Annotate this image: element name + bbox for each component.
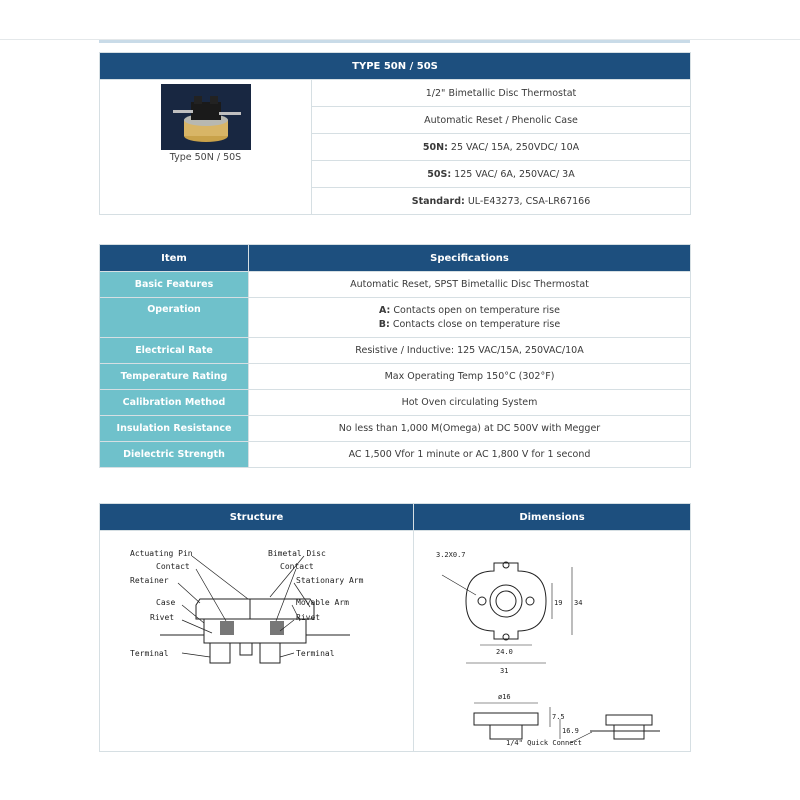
- product-row-reset: [312, 107, 691, 134]
- item-column-header: Item: [100, 245, 249, 272]
- operation-a-value: Contacts open on temperature rise: [390, 305, 560, 316]
- product-row-label: Standard:: [411, 195, 465, 207]
- table-row: [100, 416, 691, 442]
- label-movable-arm: Movable Arm: [296, 598, 349, 607]
- product-photo: [161, 84, 251, 150]
- product-table-header: TYPE 50N / 50S: [100, 53, 691, 80]
- product-image-caption: Type 50N / 50S: [169, 152, 242, 163]
- label-actuating-pin: Actuating Pin: [130, 549, 193, 558]
- product-row-value: 25 VAC/ 15A, 250VDC/ 10A: [447, 141, 580, 153]
- product-row-50n: [312, 134, 691, 161]
- dim-19: 19: [554, 599, 563, 607]
- structure-drawing-cell: [100, 531, 414, 752]
- temperature-rating-value: Max Operating Temp 150°C (302°F): [249, 364, 691, 390]
- label-terminal-left: Terminal: [130, 649, 169, 658]
- label-contact-left: Contact: [156, 562, 190, 571]
- temperature-rating-label: Temperature Rating: [100, 364, 249, 390]
- product-row-value: 125 VAC/ 6A, 250VAC/ 3A: [451, 168, 575, 180]
- dimensions-diagram: [414, 531, 691, 747]
- label-contact-right: Contact: [280, 562, 314, 571]
- label-rivet-left: Rivet: [150, 613, 175, 622]
- insulation-resistance-value: No less than 1,000 M(Omega) at DC 500V with Megger: [249, 416, 691, 442]
- dim-hole: 3.2X0.7: [436, 551, 466, 559]
- product-row-value: 1/2" Bimetallic Disc Thermostat: [425, 87, 577, 99]
- dim-phi16: ø16: [498, 693, 511, 701]
- side-view-right-base: [614, 725, 644, 739]
- specifications-table: [99, 244, 691, 468]
- content-top-accent: [99, 40, 690, 43]
- mount-hole-left: [478, 597, 486, 605]
- structure-diagram: [100, 531, 414, 747]
- table-row: [100, 298, 691, 338]
- terminal-left-shape: [210, 643, 230, 663]
- product-row-standard: [312, 188, 691, 215]
- electrical-rate-label: Electrical Rate: [100, 338, 249, 364]
- operation-b-label: B:: [378, 319, 390, 330]
- electrical-rate-value: Resistive / Inductive: 125 VAC/15A, 250VAC/10A: [249, 338, 691, 364]
- dim-31: 31: [500, 667, 509, 675]
- operation-b-value: Contacts close on temperature rise: [389, 319, 561, 330]
- mount-hole-right: [526, 597, 534, 605]
- table-row: [100, 338, 691, 364]
- product-row-value: UL-E43273, CSA-LR67166: [464, 195, 591, 207]
- table-row: [100, 390, 691, 416]
- product-row-50s: [312, 161, 691, 188]
- product-image-cell: [100, 80, 312, 215]
- drawings-table: [99, 503, 691, 752]
- contact-block-left: [220, 621, 234, 635]
- contact-block-right: [270, 621, 284, 635]
- calibration-method-label: Calibration Method: [100, 390, 249, 416]
- dielectric-strength-label: Dielectric Strength: [100, 442, 249, 468]
- dim-quick-connect: 1/4" Quick Connect: [506, 739, 582, 747]
- dimensions-header: Dimensions: [414, 504, 691, 531]
- dim-7-5: 7.5: [552, 713, 565, 721]
- table-row: [100, 442, 691, 468]
- product-table: [99, 52, 691, 215]
- label-terminal-right: Terminal: [296, 649, 335, 658]
- structure-header: Structure: [100, 504, 414, 531]
- basic-features-value: Automatic Reset, SPST Bimetallic Disc Thermostat: [249, 272, 691, 298]
- operation-a-label: A:: [379, 305, 391, 316]
- disc-outer-circle: [490, 585, 522, 617]
- insulation-resistance-label: Insulation Resistance: [100, 416, 249, 442]
- label-case: Case: [156, 598, 176, 607]
- center-post-shape: [240, 643, 252, 655]
- table-row: [100, 272, 691, 298]
- product-row-value: Automatic Reset / Phenolic Case: [424, 114, 578, 126]
- operation-value: [249, 298, 691, 338]
- terminal-right-shape: [260, 643, 280, 663]
- side-view-right-body: [606, 715, 652, 725]
- label-bimetal-disc: Bimetal Disc: [268, 549, 326, 558]
- calibration-method-value: Hot Oven circulating System: [249, 390, 691, 416]
- table-row: [100, 364, 691, 390]
- side-view-left-body: [474, 713, 538, 725]
- spec-column-header: Specifications: [249, 245, 691, 272]
- thermostat-photo-icon: [161, 84, 251, 150]
- label-stationary-arm: Stationary Arm: [296, 576, 364, 585]
- product-row-label: 50N:: [422, 141, 448, 153]
- dielectric-strength-value: AC 1,500 Vfor 1 minute or AC 1,800 V for 1 second: [249, 442, 691, 468]
- product-row-label: 50S:: [427, 168, 452, 180]
- dim-24: 24.0: [496, 648, 513, 656]
- product-row-description: [312, 80, 691, 107]
- dim-34: 34: [574, 599, 583, 607]
- side-view-left-base: [490, 725, 522, 739]
- dimensions-drawing-cell: [414, 531, 691, 752]
- operation-label: Operation: [100, 298, 249, 338]
- basic-features-label: Basic Features: [100, 272, 249, 298]
- label-rivet-right: Rivet: [296, 613, 321, 622]
- label-retainer: Retainer: [130, 576, 169, 585]
- disc-inner-circle: [496, 591, 516, 611]
- dim-16-9: 16.9: [562, 727, 579, 735]
